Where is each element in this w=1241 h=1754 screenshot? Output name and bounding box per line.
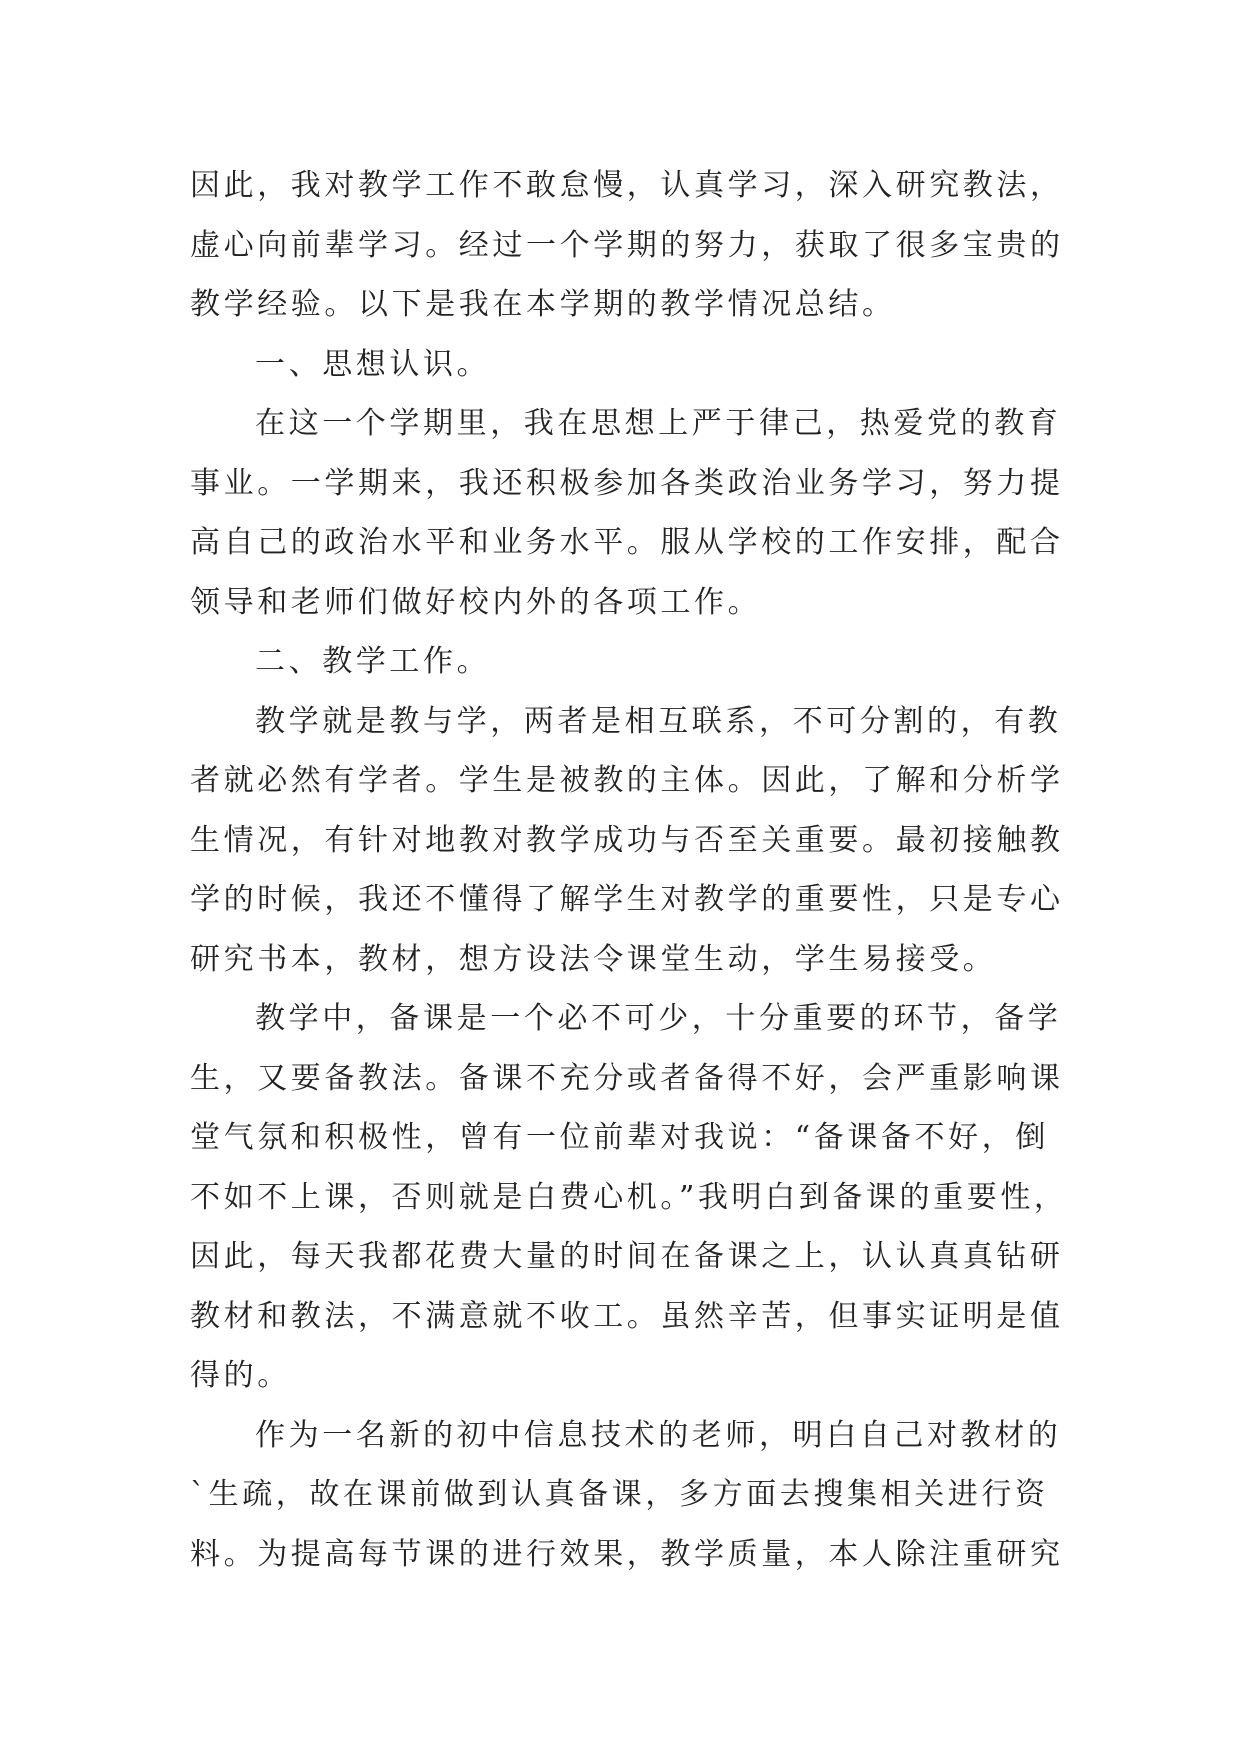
paragraph-new-teacher (190, 1406, 1070, 1585)
text-line: 者就必然有学者。学生是被教的主体。因此，了解和分析学 (190, 763, 1064, 798)
text-line: 因此，每天我都花费大量的时间在备课之上，认认真真钻研 (190, 1239, 1064, 1274)
text-line: 研究书本，教材，想方设法令课堂生动，学生易接受。 (190, 941, 997, 977)
paragraph-lesson-preparation (190, 989, 1070, 1406)
text-line: 领导和老师们做好校内外的各项工作。 (190, 584, 762, 620)
text-line: 教学经验。以下是我在本学期的教学情况总结。 (190, 287, 896, 322)
paragraph-teaching-learning (190, 692, 1070, 990)
text-line: 不如不上课，否则就是白费心机。”我明白到备课的重要性， (190, 1179, 1068, 1215)
text-line: 在这一个学期里，我在思想上严于律己，热爱党的教育 (255, 406, 1062, 441)
text-line: 生，又要备教法。备课不充分或者备得不好，会严重影响课 (190, 1060, 1064, 1096)
section-heading-text: 二、教学工作。 (255, 644, 491, 679)
text-line: 得的。 (190, 1358, 291, 1393)
text-line: 事业。一学期来，我还积极参加各类政治业务学习，努力提 (190, 465, 1064, 501)
text-line: 堂气氛和积极性，曾有一位前辈对我说：“备课备不好，倒 (190, 1120, 1049, 1155)
text-line: 虚心向前辈学习。经过一个学期的努力，获取了很多宝贵的 (190, 227, 1064, 263)
text-line: 生情况，有针对地教对教学成功与否至关重要。最初接触教 (190, 822, 1064, 858)
paragraph-continuation (190, 156, 1070, 335)
section-heading-ideology (190, 335, 1070, 395)
section-heading-teaching (190, 632, 1070, 692)
text-line: 作为一名新的初中信息技术的老师，明白自己对教材的 (255, 1417, 1062, 1453)
text-line: 料。为提高每节课的进行效果，教学质量，本人除注重研究 (190, 1536, 1064, 1572)
text-line: 教材和教法，不满意就不收工。虽然辛苦，但事实证明是值 (190, 1298, 1064, 1334)
text-line: 教学中，备课是一个必不可少，十分重要的环节，备学 (255, 1001, 1062, 1036)
text-line: 教学就是教与学，两者是相互联系，不可分割的，有教 (255, 703, 1062, 739)
section-heading-text: 一、思想认识。 (255, 346, 491, 382)
text-line: 高自己的政治水平和业务水平。服从学校的工作安排，配合 (190, 525, 1064, 560)
text-line: `生疏，故在课前做到认真备课，多方面去搜集相关进行资 (190, 1477, 1049, 1512)
text-line: 学的时候，我还不懂得了解学生对教学的重要性，只是专心 (190, 882, 1064, 917)
document-body (190, 156, 1070, 1584)
text-line: 因此，我对教学工作不敢怠慢，认真学习，深入研究教法， (190, 168, 1064, 203)
paragraph-ideology (190, 394, 1070, 632)
